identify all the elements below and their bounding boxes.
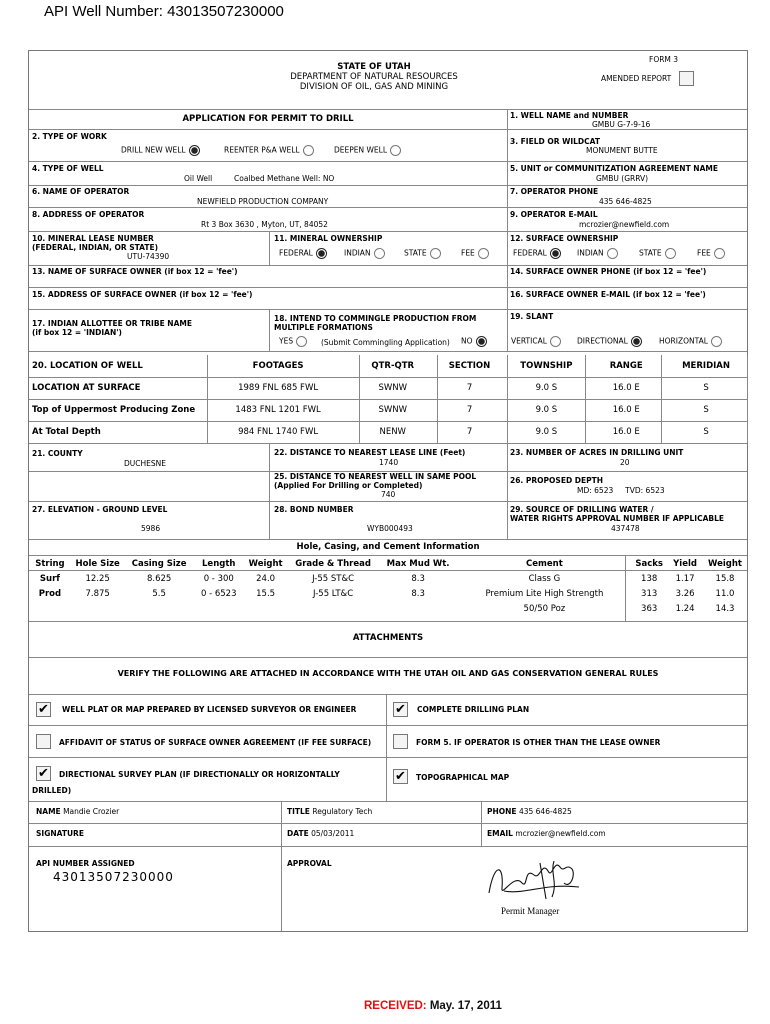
casing-cell: 8.3 bbox=[411, 588, 425, 599]
field-4-label: 4. TYPE OF WELL bbox=[32, 164, 104, 173]
cement-weight-header: Weight bbox=[708, 558, 742, 569]
field-3-value: MONUMENT BUTTE bbox=[586, 146, 658, 155]
affidavit-label: AFFIDAVIT OF STATUS OF SURFACE OWNER AGREEMENT (IF FEE SURFACE) bbox=[59, 738, 372, 747]
api-number-value: 43013507230000 bbox=[53, 870, 174, 884]
name-label: NAME bbox=[36, 807, 61, 816]
township-header: TOWNSHIP bbox=[520, 361, 573, 371]
commingle-yes-option[interactable] bbox=[279, 336, 307, 347]
slant-vertical-radio[interactable] bbox=[550, 336, 561, 347]
weight-header: Weight bbox=[248, 558, 283, 569]
field-3-label: 3. FIELD OR WILDCAT bbox=[510, 137, 601, 146]
casing-cell bbox=[288, 601, 379, 616]
type-of-well-value: Oil Well bbox=[184, 174, 213, 183]
casing-cell: 1.17 bbox=[675, 573, 695, 584]
field-8-label: 8. ADDRESS OF OPERATOR bbox=[32, 210, 145, 219]
well-plat-label: WELL PLAT OR MAP PREPARED BY LICENSED SURVEYOR OR ENGINEER bbox=[62, 705, 357, 714]
reenter-label: REENTER P&A WELL bbox=[224, 145, 300, 155]
phone-value: 435 646-4825 bbox=[518, 807, 572, 816]
operator-address-value: Rt 3 Box 3630 , Myton, UT, 84052 bbox=[201, 220, 328, 229]
footages-cell: 1989 FNL 685 FWL bbox=[238, 383, 319, 393]
yield-header: Yield bbox=[673, 558, 697, 569]
directional-survey-label: DIRECTIONAL SURVEY PLAN (IF DIRECTIONALLY OR HORIZONTALLY bbox=[59, 770, 340, 779]
casing-cell: 50/50 Poz bbox=[523, 603, 566, 614]
topographical-map-label: TOPOGRAPHICAL MAP bbox=[416, 773, 510, 782]
location-header-row bbox=[29, 355, 747, 377]
mineral-state-option[interactable] bbox=[404, 248, 441, 259]
footages-cell: 1483 FNL 1201 FWL bbox=[235, 405, 321, 415]
section-cell: 7 bbox=[466, 405, 473, 415]
surface-fee-radio[interactable] bbox=[714, 248, 725, 259]
directional-survey-label-cont: DRILLED) bbox=[32, 786, 72, 795]
casing-cell: Premium Lite High Strength bbox=[485, 588, 604, 599]
length-header: Length bbox=[202, 558, 236, 569]
nearest-well-value: 740 bbox=[381, 490, 396, 499]
casing-cell: 8.625 bbox=[146, 573, 172, 584]
operator-phone-value: 435 646-4825 bbox=[599, 197, 652, 206]
mineral-indian-label: INDIAN bbox=[344, 248, 371, 258]
slant-horizontal-radio[interactable] bbox=[711, 336, 722, 347]
verify-statement: VERIFY THE FOLLOWING ARE ATTACHED IN ACCORDANCE WITH THE UTAH OIL AND GAS CONSERVATION GENERAL RULES bbox=[117, 669, 659, 678]
qtr-qtr-cell: SWNW bbox=[378, 405, 408, 415]
meridian-cell: S bbox=[703, 383, 709, 393]
title-value: Regulatory Tech bbox=[312, 807, 373, 816]
max-mud-wt-header: Max Mud Wt. bbox=[386, 558, 450, 569]
string-header: String bbox=[35, 558, 65, 569]
casing-cell: Class G bbox=[528, 573, 561, 584]
field-25-label: 25. DISTANCE TO NEAREST WELL IN SAME POOL bbox=[274, 472, 477, 481]
field-1-label: 1. WELL NAME and NUMBER bbox=[510, 111, 629, 120]
directional-survey-checkbox[interactable]: ✔ bbox=[36, 766, 51, 781]
casing-row-prod bbox=[29, 586, 747, 601]
field-16-label: 16. SURFACE OWNER E-MAIL (if box 12 = 'fee') bbox=[510, 290, 706, 299]
cement-header: Cement bbox=[526, 558, 563, 569]
hole-size-header: Hole Size bbox=[75, 558, 120, 569]
qtr-qtr-cell: SWNW bbox=[378, 383, 408, 393]
field-12-label: 12. SURFACE OWNERSHIP bbox=[510, 234, 619, 243]
casing-table bbox=[29, 556, 747, 616]
title-label: TITLE bbox=[287, 807, 310, 816]
slant-directional-radio[interactable] bbox=[631, 336, 642, 347]
casing-row-surf bbox=[29, 571, 747, 586]
field-26-label: 26. PROPOSED DEPTH bbox=[510, 476, 604, 485]
casing-size-header: Casing Size bbox=[131, 558, 187, 569]
surface-federal-option[interactable] bbox=[513, 248, 561, 259]
field-17-sublabel: (if box 12 = 'INDIAN') bbox=[32, 328, 122, 337]
reenter-option[interactable] bbox=[224, 145, 314, 156]
commingle-yes-radio[interactable] bbox=[296, 336, 307, 347]
location-row-total-depth bbox=[29, 421, 747, 443]
surface-state-option[interactable] bbox=[639, 248, 676, 259]
meridian-header: MERIDIAN bbox=[682, 361, 730, 371]
deepen-label: DEEPEN WELL bbox=[334, 145, 388, 155]
field-17-label: 17. INDIAN ALLOTTEE OR TRIBE NAME bbox=[32, 319, 192, 328]
field-22-label: 22. DISTANCE TO NEAREST LEASE LINE (Feet) bbox=[274, 448, 466, 457]
bond-number-value: WYB000493 bbox=[367, 524, 413, 533]
application-title: APPLICATION FOR PERMIT TO DRILL bbox=[182, 114, 354, 124]
casing-cell: 0 - 6523 bbox=[200, 588, 237, 599]
field-10-label: 10. MINERAL LEASE NUMBER bbox=[32, 234, 154, 243]
casing-cell: 12.25 bbox=[85, 573, 110, 584]
name-value: Mandie Crozier bbox=[63, 807, 120, 816]
date-label: DATE bbox=[287, 829, 309, 838]
drilling-plan-checkbox[interactable]: ✔ bbox=[393, 702, 408, 717]
commingle-note: (Submit Commingling Application) bbox=[321, 338, 450, 347]
casing-cell: 15.8 bbox=[715, 573, 735, 584]
surface-indian-label: INDIAN bbox=[577, 248, 604, 258]
surface-state-label: STATE bbox=[639, 248, 662, 258]
location-row-label: LOCATION AT SURFACE bbox=[32, 383, 141, 393]
field-7-label: 7. OPERATOR PHONE bbox=[510, 187, 599, 196]
field-2-label: 2. TYPE OF WORK bbox=[32, 132, 107, 141]
field-29-sublabel: WATER RIGHTS APPROVAL NUMBER IF APPLICABLE bbox=[510, 514, 725, 523]
signature-label: SIGNATURE bbox=[36, 829, 84, 838]
slant-directional-label: DIRECTIONAL bbox=[577, 336, 628, 346]
location-row-top-zone bbox=[29, 399, 747, 421]
approval-label: APPROVAL bbox=[287, 859, 332, 868]
approval-signature bbox=[484, 853, 584, 905]
received-stamp bbox=[364, 1000, 502, 1012]
commingle-no-option[interactable] bbox=[461, 336, 487, 347]
slant-horizontal-label: HORIZONTAL bbox=[659, 336, 708, 346]
amended-report-checkbox[interactable] bbox=[679, 71, 694, 86]
meridian-cell: S bbox=[703, 405, 709, 415]
qtr-qtr-cell: NENW bbox=[379, 427, 406, 437]
mineral-state-radio[interactable] bbox=[430, 248, 441, 259]
field-1-value: GMBU G-7-9-16 bbox=[592, 120, 651, 129]
deepen-radio[interactable] bbox=[390, 145, 401, 156]
date-field bbox=[287, 829, 354, 838]
mineral-indian-radio[interactable] bbox=[374, 248, 385, 259]
drill-new-well-radio[interactable] bbox=[189, 145, 200, 156]
casing-cell: 138 bbox=[641, 573, 658, 584]
field-5-label: 5. UNIT or COMMUNITIZATION AGREEMENT NAME bbox=[510, 164, 718, 173]
casing-cell: 8.3 bbox=[411, 573, 425, 584]
township-cell: 9.0 S bbox=[535, 405, 558, 415]
casing-cell: 3.26 bbox=[675, 588, 695, 599]
casing-header-row bbox=[29, 556, 747, 571]
drilling-plan-label: COMPLETE DRILLING PLAN bbox=[417, 705, 530, 714]
affidavit-checkbox[interactable] bbox=[36, 734, 51, 749]
casing-cell bbox=[379, 601, 458, 616]
email-value: mcrozier@newfield.com bbox=[515, 829, 606, 838]
range-cell: 16.0 E bbox=[612, 383, 640, 393]
casing-cell: 0 - 300 bbox=[203, 573, 234, 584]
casing-cell: Prod bbox=[38, 588, 62, 599]
mineral-lease-value: UTU-74390 bbox=[127, 252, 170, 261]
operator-name-value: NEWFIELD PRODUCTION COMPANY bbox=[197, 197, 329, 206]
casing-cell bbox=[194, 601, 244, 616]
slant-horizontal-option[interactable] bbox=[659, 336, 722, 347]
range-cell: 16.0 E bbox=[612, 405, 640, 415]
location-row-label: Top of Uppermost Producing Zone bbox=[32, 405, 196, 415]
field-14-label: 14. SURFACE OWNER PHONE (if box 12 = 'fee') bbox=[510, 267, 707, 276]
casing-row-poz bbox=[29, 601, 747, 616]
well-plat-checkbox[interactable]: ✔ bbox=[36, 702, 51, 717]
casing-cell: 363 bbox=[641, 603, 658, 614]
field-18-label: 18. INTEND TO COMMINGLE PRODUCTION FROM bbox=[274, 314, 477, 323]
surface-indian-radio[interactable] bbox=[607, 248, 618, 259]
drill-new-well-option[interactable] bbox=[121, 145, 200, 156]
name-field bbox=[36, 807, 119, 816]
attachments-title: ATTACHMENTS bbox=[352, 633, 424, 643]
water-rights-value: 437478 bbox=[611, 524, 640, 533]
api-number-label: API NUMBER ASSIGNED bbox=[36, 859, 135, 868]
casing-cell: 24.0 bbox=[256, 573, 276, 584]
drill-new-well-label: DRILL NEW WELL bbox=[121, 145, 186, 155]
casing-cell: 11.0 bbox=[715, 588, 735, 599]
form-5-checkbox[interactable] bbox=[393, 734, 408, 749]
section-cell: 7 bbox=[466, 383, 473, 393]
field-29-label: 29. SOURCE OF DRILLING WATER / bbox=[510, 505, 654, 514]
location-row-surface bbox=[29, 377, 747, 399]
sacks-header: Sacks bbox=[635, 558, 663, 569]
county-value: DUCHESNE bbox=[124, 459, 166, 468]
date-value: 05/03/2011 bbox=[311, 829, 355, 838]
form-3-application bbox=[28, 50, 748, 932]
deepen-option[interactable] bbox=[334, 145, 401, 156]
field-23-label: 23. NUMBER OF ACRES IN DRILLING UNIT bbox=[510, 448, 684, 457]
casing-cell: 313 bbox=[641, 588, 658, 599]
field-13-label: 13. NAME OF SURFACE OWNER (if box 12 = 'fee') bbox=[32, 267, 238, 276]
phone-field bbox=[487, 807, 572, 816]
mineral-federal-label: FEDERAL bbox=[279, 248, 313, 258]
mineral-fee-option[interactable] bbox=[461, 248, 489, 259]
form-5-label: FORM 5. IF OPERATOR IS OTHER THAN THE LEASE OWNER bbox=[416, 738, 661, 747]
location-row-label: At Total Depth bbox=[32, 427, 101, 437]
section-header: SECTION bbox=[448, 361, 491, 371]
api-well-number-header: API Well Number: 43013507230000 bbox=[44, 3, 284, 20]
amended-report-label: AMENDED REPORT bbox=[601, 74, 672, 83]
mineral-indian-option[interactable] bbox=[344, 248, 385, 259]
township-cell: 9.0 S bbox=[535, 427, 558, 437]
range-cell: 16.0 E bbox=[612, 427, 640, 437]
casing-cell bbox=[29, 601, 71, 616]
field-10-sublabel: (FEDERAL, INDIAN, OR STATE) bbox=[32, 243, 159, 252]
casing-cell bbox=[71, 601, 125, 616]
meridian-cell: S bbox=[703, 427, 709, 437]
slant-directional-option[interactable] bbox=[577, 336, 642, 347]
mineral-federal-option[interactable] bbox=[279, 248, 327, 259]
grade-thread-header: Grade & Thread bbox=[295, 558, 371, 569]
proposed-depth-value: MD: 6523 TVD: 6523 bbox=[577, 486, 665, 495]
casing-cell: 15.5 bbox=[256, 588, 276, 599]
casing-cell: Surf bbox=[39, 573, 60, 584]
casing-cell bbox=[244, 601, 288, 616]
mineral-fee-radio[interactable] bbox=[478, 248, 489, 259]
field-19-label: 19. SLANT bbox=[510, 312, 554, 321]
field-5-value: GMBU (GRRV) bbox=[596, 174, 649, 183]
footages-header: FOOTAGES bbox=[252, 361, 304, 371]
permit-manager-label: Permit Manager bbox=[501, 906, 560, 916]
mineral-federal-radio[interactable] bbox=[316, 248, 327, 259]
surface-federal-radio[interactable] bbox=[550, 248, 561, 259]
field-21-label: 21. COUNTY bbox=[32, 449, 83, 458]
lease-line-distance-value: 1740 bbox=[379, 458, 399, 467]
email-label: EMAIL bbox=[487, 829, 513, 838]
field-27-label: 27. ELEVATION - GROUND LEVEL bbox=[32, 505, 168, 514]
township-cell: 9.0 S bbox=[535, 383, 558, 393]
field-6-label: 6. NAME OF OPERATOR bbox=[32, 187, 130, 196]
operator-email-value: mcrozier@newfield.com bbox=[579, 220, 670, 229]
casing-cell: 5.5 bbox=[152, 588, 166, 599]
casing-title: Hole, Casing, and Cement Information bbox=[296, 542, 480, 552]
received-label: RECEIVED: bbox=[364, 1000, 427, 1012]
surface-federal-label: FEDERAL bbox=[513, 248, 547, 258]
state-title: STATE OF UTAH bbox=[337, 62, 411, 72]
surface-state-radio[interactable] bbox=[665, 248, 676, 259]
commingle-no-radio[interactable] bbox=[476, 336, 487, 347]
field-25-sublabel: (Applied For Drilling or Completed) bbox=[274, 481, 423, 490]
mineral-state-label: STATE bbox=[404, 248, 427, 258]
field-11-label: 11. MINERAL OWNERSHIP bbox=[274, 234, 383, 243]
title-field bbox=[287, 807, 372, 816]
topographical-map-checkbox[interactable]: ✔ bbox=[393, 769, 408, 784]
location-header: 20. LOCATION OF WELL bbox=[32, 361, 143, 371]
section-cell: 7 bbox=[466, 427, 473, 437]
range-header: RANGE bbox=[609, 361, 643, 371]
surface-fee-label: FEE bbox=[697, 248, 711, 258]
casing-cell: 14.3 bbox=[715, 603, 735, 614]
acres-value: 20 bbox=[620, 458, 630, 467]
field-28-label: 28. BOND NUMBER bbox=[274, 505, 354, 514]
coalbed-methane-value: Coalbed Methane Well: NO bbox=[234, 174, 335, 183]
email-field bbox=[487, 829, 606, 838]
casing-cell: J-55 LT&C bbox=[313, 588, 354, 599]
elevation-value: 5986 bbox=[141, 524, 161, 533]
casing-cell: J-55 ST&C bbox=[312, 573, 355, 584]
casing-cell: 7.875 bbox=[85, 588, 110, 599]
slant-vertical-option[interactable] bbox=[511, 336, 561, 347]
surface-indian-option[interactable] bbox=[577, 248, 618, 259]
casing-cell: 1.24 bbox=[675, 603, 695, 614]
slant-vertical-label: VERTICAL bbox=[511, 336, 547, 346]
footages-cell: 984 FNL 1740 FWL bbox=[238, 427, 319, 437]
field-15-label: 15. ADDRESS OF SURFACE OWNER (if box 12 = 'fee') bbox=[32, 290, 253, 299]
commingle-yes-label: YES bbox=[279, 336, 294, 346]
division-title: DIVISION OF OIL, GAS AND MINING bbox=[299, 82, 449, 92]
commingle-no-label: NO bbox=[461, 336, 473, 346]
field-9-label: 9. OPERATOR E-MAIL bbox=[510, 210, 598, 219]
casing-cell bbox=[124, 601, 193, 616]
phone-label: PHONE bbox=[487, 807, 517, 816]
surface-fee-option[interactable] bbox=[697, 248, 725, 259]
received-date: May. 17, 2011 bbox=[429, 1000, 502, 1012]
department-title: DEPARTMENT OF NATURAL RESOURCES bbox=[290, 72, 458, 82]
reenter-radio[interactable] bbox=[303, 145, 314, 156]
form-number: FORM 3 bbox=[649, 55, 679, 64]
mineral-fee-label: FEE bbox=[461, 248, 475, 258]
qtr-qtr-header: QTR-QTR bbox=[371, 361, 415, 371]
field-18-sublabel: MULTIPLE FORMATIONS bbox=[274, 323, 373, 332]
